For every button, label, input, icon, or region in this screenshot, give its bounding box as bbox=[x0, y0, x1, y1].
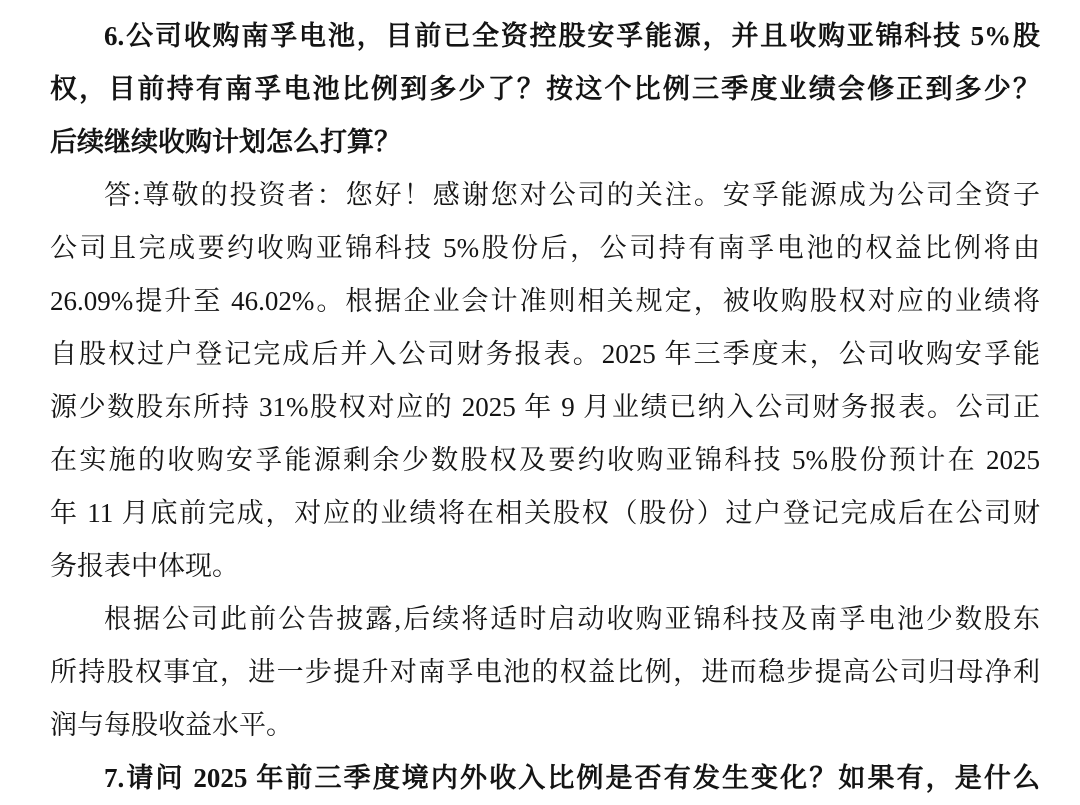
text-line: 务报表中体现。 bbox=[50, 551, 239, 581]
text-line: 源少数股东所持 31%股权对应的 2025 年 9 月业绩已纳入公司财务报表。公司正 bbox=[50, 392, 1040, 422]
text-line: 自股权过户登记完成后并入公司财务报表。2025 年三季度末，公司收购安孚能 bbox=[50, 339, 1040, 369]
text-line: 7.请问 2025 年前三季度境内外收入比例是否有发生变化？如果有，是什么 bbox=[104, 763, 1040, 793]
text-line: 权，目前持有南孚电池比例到多少了？按这个比例三季度业绩会修正到多少？ bbox=[50, 74, 1040, 104]
text-line: 在实施的收购安孚能源剩余少数股权及要约收购亚锦科技 5%股份预计在 2025 bbox=[50, 445, 1040, 475]
question-paragraph bbox=[50, 752, 1040, 805]
text-line: 6.公司收购南孚电池，目前已全资控股安孚能源，并且收购亚锦科技 5%股 bbox=[104, 21, 1040, 51]
answer-paragraph bbox=[50, 593, 1040, 752]
text-line: 年 11 月底前完成，对应的业绩将在相关股权（股份）过户登记完成后在公司财 bbox=[50, 498, 1040, 528]
text-line: 所持股权事宜，进一步提升对南孚电池的权益比例，进而稳步提高公司归母净利 bbox=[50, 657, 1040, 687]
document-body bbox=[50, 10, 1040, 805]
answer-paragraph bbox=[50, 169, 1040, 593]
text-line: 根据公司此前公告披露,后续将适时启动收购亚锦科技及南孚电池少数股东 bbox=[104, 604, 1040, 634]
text-line: 答:尊敬的投资者：您好！感谢您对公司的关注。安孚能源成为公司全资子 bbox=[104, 180, 1040, 210]
text-line: 公司且完成要约收购亚锦科技 5%股份后，公司持有南孚电池的权益比例将由 bbox=[50, 233, 1040, 263]
text-line: 后续继续收购计划怎么打算？ bbox=[50, 127, 401, 157]
question-paragraph bbox=[50, 10, 1040, 169]
text-line: 润与每股收益水平。 bbox=[50, 710, 293, 740]
text-line: 26.09%提升至 46.02%。根据企业会计准则相关规定，被收购股权对应的业绩将 bbox=[50, 286, 1040, 316]
